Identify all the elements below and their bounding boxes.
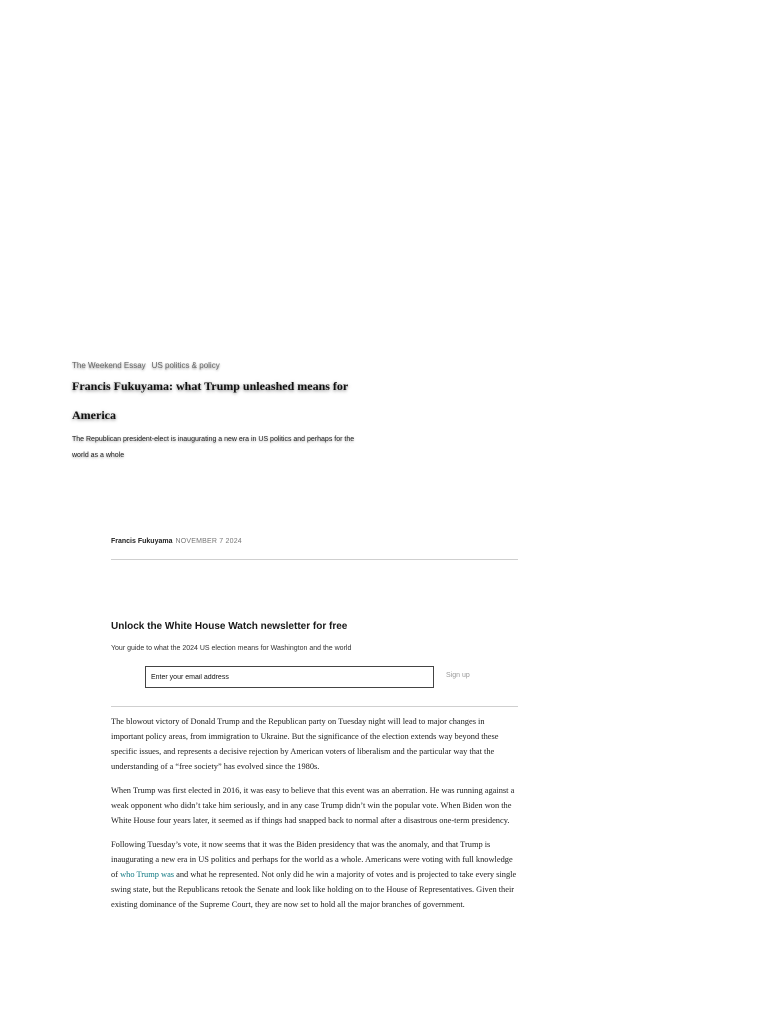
author-link[interactable]: Francis Fukuyama (111, 538, 173, 545)
article-body (111, 714, 519, 921)
byline (111, 538, 242, 545)
body-text-run: Following Tuesday’s vote, it now seems that it was the Biden presidency that was the anomaly, and that Trump is inaugurating a new era in US politics and perhaps for the world as a whole. Americans were voting with full knowledge of (111, 840, 513, 879)
breadcrumb (72, 361, 220, 370)
body-text-run: and what he represented. Not only did he win a majority of votes and is projected to take every single swing state, but the Republicans retook the Senate and look like holding on to the House of Representatives. Given their existing dominance of the Supreme Court, they are now set to hold all the major branches of government. (111, 870, 517, 909)
email-field[interactable] (145, 666, 434, 688)
signup-button[interactable]: Sign up (446, 672, 470, 679)
breadcrumb-us-politics[interactable]: US politics & policy (151, 361, 220, 370)
body-paragraph: When Trump was first elected in 2016, it was easy to believe that this event was an aberration. He was running against a weak opponent who didn’t take him seriously, and in any case Trump didn’t win the popular vote. When Biden won the White House four years later, it seemed as if things had snapped back to normal after a disastrous one-term presidency. (111, 786, 515, 825)
divider (111, 706, 518, 707)
divider (111, 559, 518, 560)
breadcrumb-weekend-essay[interactable]: The Weekend Essay (72, 361, 146, 370)
body-paragraph: The blowout victory of Donald Trump and the Republican party on Tuesday night will lead to major changes in important policy areas, from immigration to Ukraine. But the significance of the election extends way beyond these specific issues, and represents a decisive rejection by American voters of liberalism and the particular way that the understanding of a “free society” has evolved since the 1980s. (111, 717, 499, 771)
newsletter-description: Your guide to what the 2024 US election means for Washington and the world (111, 645, 352, 652)
who-trump-was-link[interactable]: who Trump was (120, 870, 175, 879)
body-paragraph (111, 837, 519, 912)
newsletter-title: Unlock the White House Watch newsletter for free (111, 621, 348, 632)
article-standfirst: The Republican president-elect is inaugurating a new era in US politics and perhaps for the world as a whole (72, 436, 355, 459)
publish-date: NOVEMBER 7 2024 (175, 538, 242, 545)
article-headline: Francis Fukuyama: what Trump unleashed means for America (72, 379, 349, 422)
